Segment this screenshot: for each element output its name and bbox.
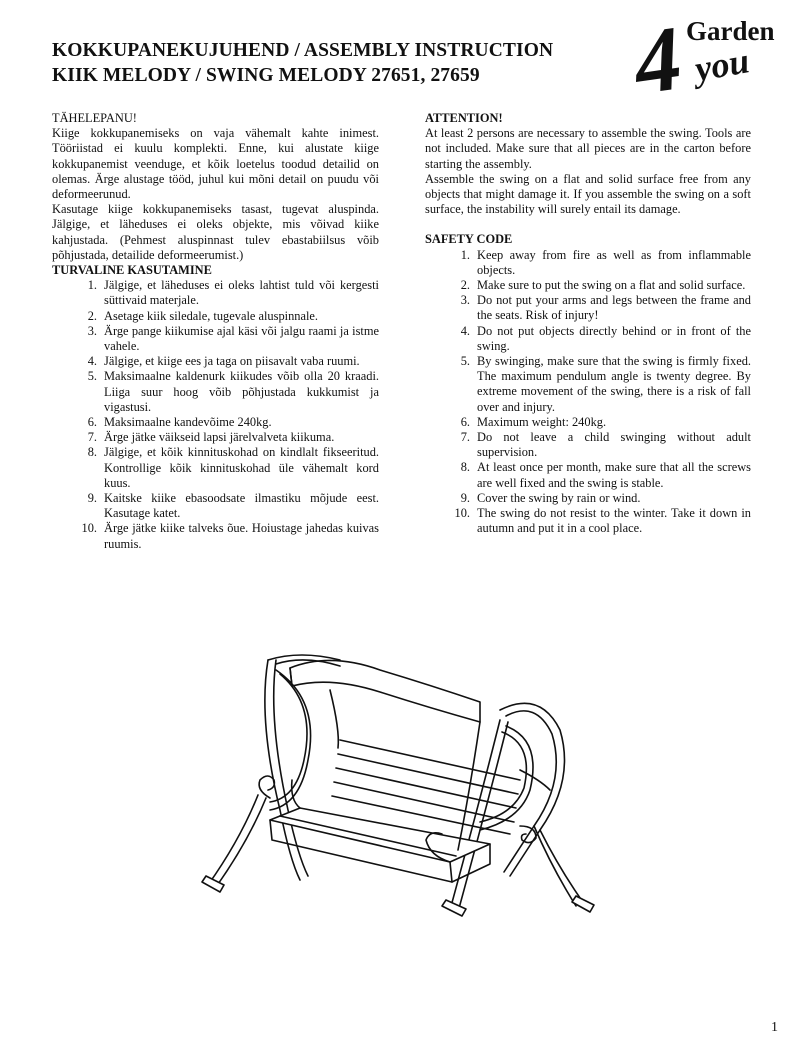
list-item: 2. Asetage kiik siledale, tugevale aluspinnale. <box>87 308 319 323</box>
list-item: 5. Maksimaalne kaldenurk kiikudes võib olla 20 kraadi. Liiga suur hoog võib põhjustada kukkumist ja vigastusi. <box>87 369 379 414</box>
list-item: 1. Jälgige, et läheduses ei oleks lahtist tuld või kergesti süttivaid materjale. <box>87 278 379 308</box>
english-column <box>425 111 751 536</box>
logo-word-garden: Garden <box>686 16 775 46</box>
list-item: 8. At least once per month, make sure that all the screws are well fixed and the swing is stable. <box>460 460 751 490</box>
list-item: 1. Keep away from fire as well as from inflammable objects. <box>460 247 751 277</box>
list-item: 6. Maximum weight: 240kg. <box>460 414 607 429</box>
garden4you-logo <box>627 6 792 114</box>
list-item: 5. By swinging, make sure that the swing is firmly fixed. The maximum pendulum angle is twenty degree. By extreme movement of the swing, there is a risk of fall over and injury. <box>460 354 751 414</box>
document-title <box>52 38 553 88</box>
list-item: 4. Jälgige, et kiige ees ja taga on piisavalt vaba ruumi. <box>87 354 360 369</box>
est-safety-list <box>52 278 379 552</box>
title-line-2: KIIK MELODY / SWING MELODY 27651, 27659 <box>52 65 480 86</box>
list-item: 7. Do not leave a child swinging without adult supervision. <box>460 430 751 460</box>
title-line-1: KOKKUPANEKUJUHEND / ASSEMBLY INSTRUCTION <box>52 40 554 61</box>
est-attention-heading: TÄHELEPANU! <box>52 111 137 125</box>
list-item: 6. Maksimaalne kandevõime 240kg. <box>87 415 272 430</box>
eng-attention-paragraph-1: At least 2 persons are necessary to assemble the swing. Tools are not included. Make sure that all pieces are in the carton before starting the assembly. <box>425 126 751 171</box>
list-item: 9. Kaitske kiike ebasoodsate ilmastiku mõjude eest. Kasutage katet. <box>87 491 379 521</box>
list-item: 3. Ärge pange kiikumise ajal käsi või jalgu raami ja istme vahele. <box>87 323 379 354</box>
est-safety-heading: TURVALINE KASUTAMINE <box>52 263 212 278</box>
list-item: 10. Ärge jätke kiike talveks õue. Hoiustage jahedas kuivas ruumis. <box>81 521 379 551</box>
list-item: 8. Jälgige, et kõik kinnituskohad on kindlalt fikseeritud. Kontrollige kõik kinnituskohad üle vähemalt kord kuus. <box>87 445 379 490</box>
list-item: 9. Cover the swing by rain or wind. <box>460 490 641 505</box>
eng-attention-heading: ATTENTION! <box>425 111 503 125</box>
list-item: 2. Make sure to put the swing on a flat and solid surface. <box>460 278 746 293</box>
est-attention-paragraph-1: Kiige kokkupanemiseks on vaja vähemalt kahte inimest. Tööriistad ei kuulu komplekti. Enne, kui alustate kiige kokkupanemist veenduge, et kõik loetelus toodud detailid on olemas. Ärge alustage tööd, juhul kui mõni detail on puudu või deformeerunud. <box>52 126 379 202</box>
estonian-column <box>52 111 379 552</box>
est-attention-paragraph-2: Kasutage kiige kokkupanemiseks tasast, tugevat aluspinda. Jälgige, et läheduses ei oleks objekte, mis võivad kiike kahjustada. (Pehmest aluspinnast tulev ebastabiilsus võib põhjustada, detailide deformeerumist.) <box>52 202 379 262</box>
list-item: 4. Do not put objects directly behind or in front of the swing. <box>460 323 751 353</box>
eng-safety-heading: SAFETY CODE <box>425 232 513 247</box>
list-item: 7. Ärge jätke väikseid lapsi järelvalveta kiikuma. <box>87 430 335 445</box>
page-number: 1 <box>771 1020 778 1035</box>
eng-safety-list <box>425 248 751 537</box>
eng-attention-paragraph-2: Assemble the swing on a flat and solid surface free from any objects that might damage it. If you assemble the swing on a soft surface, the instability will surely entail its damage. <box>425 171 751 217</box>
swing-illustration <box>180 630 620 920</box>
logo-number: 4 <box>627 6 688 114</box>
list-item: 10. The swing do not resist to the winter. Take it down in autumn and put it in a cool place. <box>454 506 751 536</box>
logo-word-you: you <box>691 40 753 89</box>
list-item: 3. Do not put your arms and legs between the frame and the seats. Risk of injury! <box>460 293 751 323</box>
